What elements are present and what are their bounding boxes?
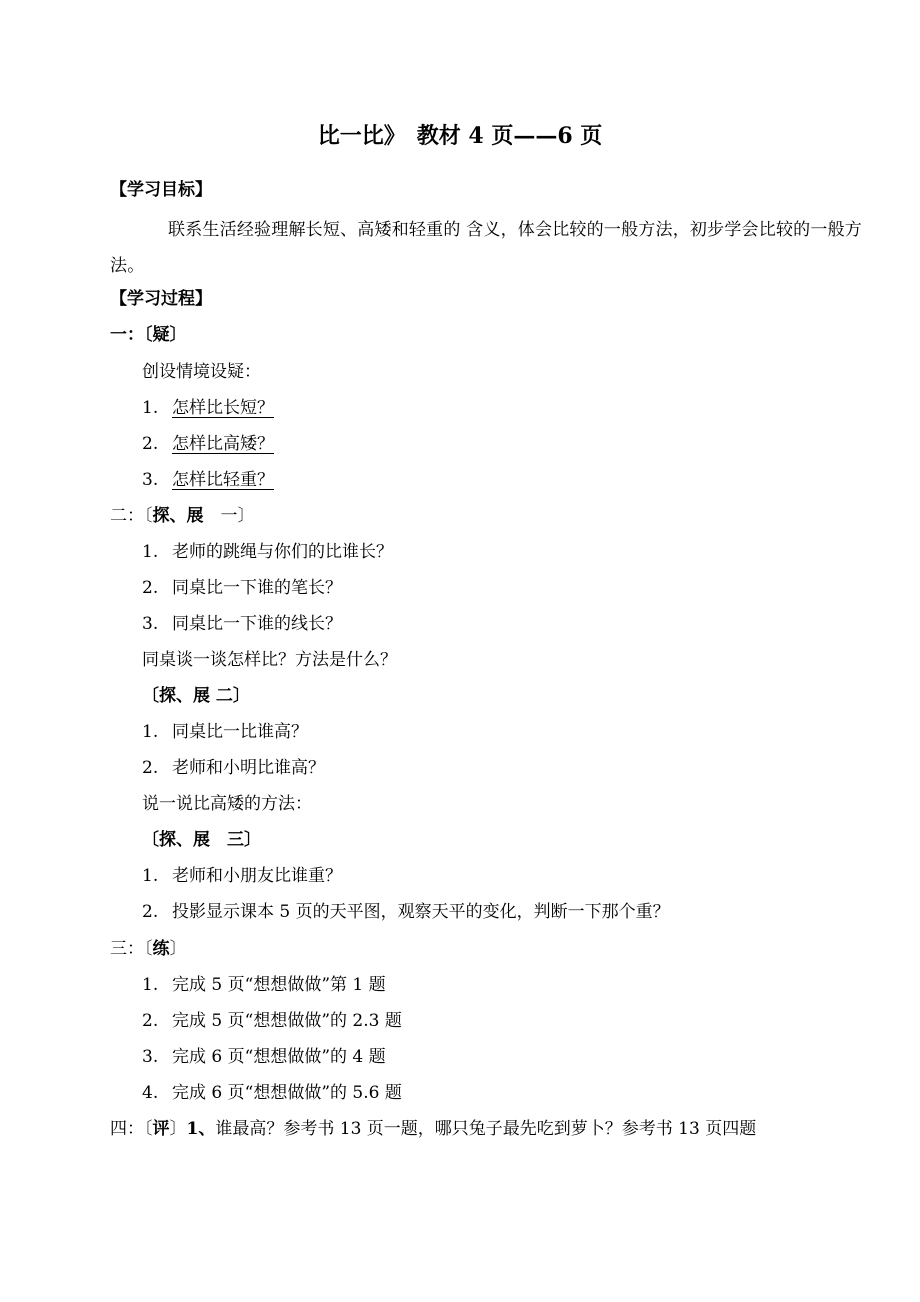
list-item bbox=[142, 1009, 402, 1033]
section3-heading-prefix: 三：〔 bbox=[110, 939, 153, 959]
list-item-number: 1. bbox=[142, 975, 159, 995]
list-item-number: 2. bbox=[142, 758, 159, 778]
list-item bbox=[142, 720, 308, 744]
list-item bbox=[142, 973, 386, 997]
section4-heading-prefix: 四：〔 bbox=[110, 1119, 153, 1139]
list-item bbox=[142, 432, 274, 456]
section2-heading-prefix: 二：〔 bbox=[110, 506, 153, 526]
list-item-text: 怎样比长短？ bbox=[172, 398, 274, 418]
list-item-number: 1. bbox=[142, 542, 159, 562]
section2-note: 同桌谈一谈怎样比？方法是什么？ bbox=[142, 650, 397, 670]
list-item bbox=[142, 576, 342, 600]
list-item bbox=[142, 900, 670, 924]
section4-heading-bold: 评 bbox=[152, 1119, 170, 1139]
section2-sub2-heading: 〔探、展 二〕 bbox=[142, 686, 250, 706]
list-item bbox=[142, 540, 393, 564]
section3-heading-bold: 练 bbox=[152, 939, 170, 959]
list-item-text: 完成 5 页“想想做做”第 1 题 bbox=[172, 975, 386, 995]
list-item-number: 2. bbox=[142, 434, 159, 454]
list-item-number: 1. bbox=[142, 398, 159, 418]
list-item bbox=[142, 1081, 402, 1105]
list-item-text: 完成 6 页“想想做做”的 4 题 bbox=[172, 1047, 386, 1067]
list-item-text: 同桌比一下谁的笔长？ bbox=[172, 578, 342, 598]
list-item-number: 4. bbox=[142, 1083, 159, 1103]
section2-heading-suffix: 一〕 bbox=[203, 506, 255, 526]
section2-sub3-heading: 〔探、展 三〕 bbox=[142, 830, 261, 850]
list-item bbox=[142, 468, 274, 492]
list-item-number: 2. bbox=[142, 1011, 159, 1031]
list-item-number: 1. bbox=[142, 722, 159, 742]
list-item-text: 同桌比一比谁高？ bbox=[172, 722, 308, 742]
list-item-text: 怎样比高矮？ bbox=[172, 434, 274, 454]
list-item-text: 老师和小明比谁高？ bbox=[172, 758, 325, 778]
section4-heading-suffix: 〕 bbox=[169, 1119, 187, 1139]
list-item bbox=[142, 396, 274, 420]
list-item-text: 怎样比轻重？ bbox=[172, 470, 274, 490]
section1-heading-text: 一：〔疑〕 bbox=[110, 325, 187, 345]
list-item bbox=[142, 756, 325, 780]
list-item-number: 3. bbox=[142, 470, 159, 490]
list-item-text: 老师的跳绳与你们的比谁长？ bbox=[172, 542, 393, 562]
list-item-number: 2. bbox=[142, 902, 159, 922]
list-item bbox=[142, 864, 342, 888]
objectives-heading: 【学习目标】 bbox=[110, 180, 212, 200]
section1-intro: 创设情境设疑： bbox=[142, 362, 261, 382]
list-item-number: 1. bbox=[142, 866, 159, 886]
section3-heading bbox=[110, 937, 187, 961]
list-item-number: 3. bbox=[142, 614, 159, 634]
section1-heading bbox=[110, 323, 187, 347]
section2-heading bbox=[110, 504, 255, 528]
section2-heading-bold: 探、展 bbox=[152, 506, 204, 526]
section2-sub2-note: 说一说比高矮的方法： bbox=[142, 794, 312, 814]
section3-heading-suffix: 〕 bbox=[169, 939, 187, 959]
list-item-number: 2. bbox=[142, 578, 159, 598]
process-heading: 【学习过程】 bbox=[110, 289, 212, 309]
section4-line bbox=[110, 1117, 756, 1141]
section4-text: 谁最高？参考书 13 页一题，哪只兔子最先吃到萝卜？参考书 13 页四题 bbox=[215, 1119, 757, 1139]
document-title: 比一比》 教材 4 页——6 页 bbox=[317, 123, 603, 149]
list-item bbox=[142, 1045, 386, 1069]
list-item-text: 投影显示课本 5 页的天平图，观察天平的变化，判断一下那个重？ bbox=[172, 902, 670, 922]
objectives-text: 联系生活经验理解长短、高矮和轻重的 含义，体会比较的一般方法，初步学会比较的一般方法。 bbox=[110, 220, 862, 276]
list-item-text: 同桌比一下谁的线长？ bbox=[172, 614, 342, 634]
section4-text-bold: 1、 bbox=[186, 1119, 216, 1139]
list-item-text: 老师和小朋友比谁重？ bbox=[172, 866, 342, 886]
list-item bbox=[142, 612, 342, 636]
list-item-number: 3. bbox=[142, 1047, 159, 1067]
list-item-text: 完成 5 页“想想做做”的 2.3 题 bbox=[172, 1011, 402, 1031]
list-item-text: 完成 6 页“想想做做”的 5.6 题 bbox=[172, 1083, 402, 1103]
